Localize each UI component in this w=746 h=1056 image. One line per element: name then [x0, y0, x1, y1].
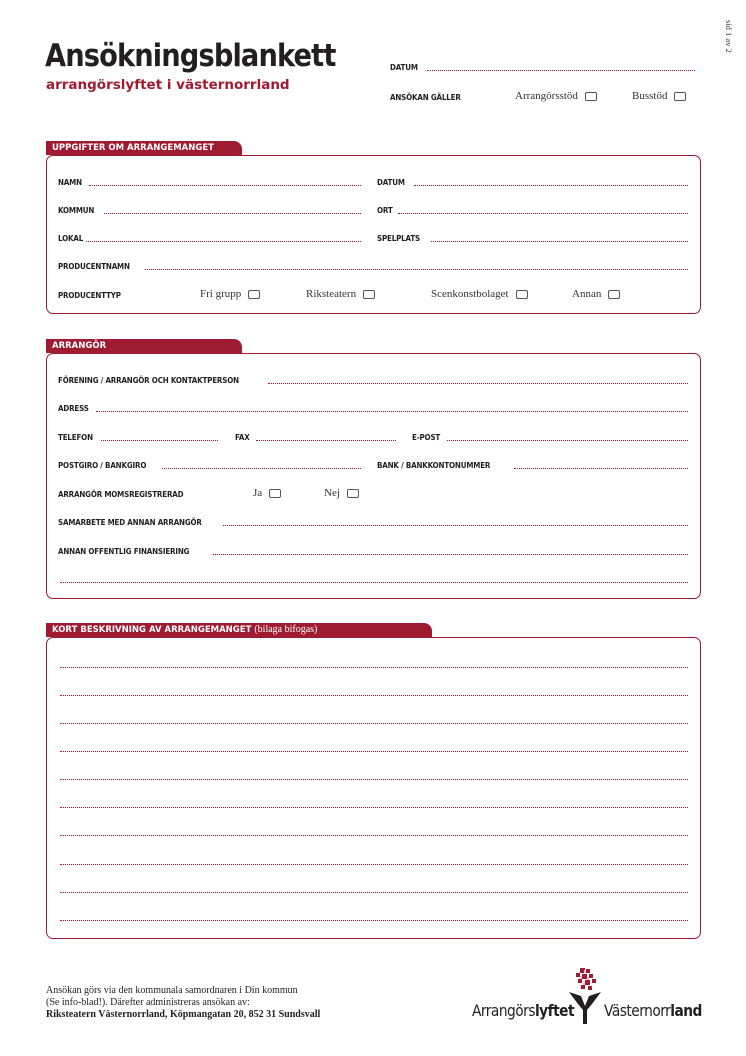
- applies-option-label: Busstöd: [632, 90, 668, 102]
- footer-text: [46, 985, 320, 1021]
- applies-option-label: Arrangörsstöd: [515, 90, 578, 102]
- logo-word-bold: land: [670, 1001, 702, 1020]
- description-line[interactable]: [60, 751, 688, 752]
- field-input-phone[interactable]: [101, 440, 218, 441]
- form-title: Ansökningsblankett: [45, 38, 336, 74]
- page-indicator: sid 1 av 2: [724, 20, 734, 53]
- producer-type-scenkonstbolaget[interactable]: [431, 288, 528, 300]
- field-input-date[interactable]: [414, 185, 688, 186]
- section-title: ARRANGÖR: [52, 341, 107, 351]
- section-description: [46, 637, 701, 939]
- applies-option-busstod[interactable]: [632, 90, 686, 102]
- description-line[interactable]: [60, 723, 688, 724]
- field-label-municipality: KOMMUN: [58, 205, 95, 215]
- checkbox[interactable]: [363, 290, 375, 299]
- form-subtitle: arrangörslyftet i västernorrland: [46, 77, 290, 93]
- field-input-cooperation[interactable]: [223, 525, 688, 526]
- description-line[interactable]: [60, 779, 688, 780]
- section-title: UPPGIFTER OM ARRANGEMANGET: [52, 143, 214, 153]
- section-note: (bilaga bifogas): [254, 624, 318, 635]
- vat-option-label: Ja: [253, 487, 263, 499]
- checkbox[interactable]: [248, 290, 260, 299]
- checkbox[interactable]: [516, 290, 528, 299]
- field-input-address[interactable]: [96, 411, 688, 412]
- producer-type-annan[interactable]: [572, 288, 620, 300]
- description-line[interactable]: [60, 920, 688, 921]
- heart-figure-icon: [565, 966, 605, 1028]
- logo-word: Arrangörs: [472, 1001, 535, 1020]
- field-label-fax: FAX: [235, 432, 250, 442]
- section-organizer: [46, 353, 701, 599]
- field-label-venue: LOKAL: [58, 233, 84, 243]
- producer-type-label: Scenkonstbolaget: [431, 288, 509, 300]
- field-input-funding-extra[interactable]: [60, 582, 688, 583]
- vat-option-yes[interactable]: [253, 487, 281, 499]
- checkbox[interactable]: [269, 489, 281, 498]
- producer-type-fri-grupp[interactable]: [200, 288, 260, 300]
- field-label-address: ADRESS: [58, 403, 89, 413]
- field-input-email[interactable]: [447, 440, 688, 441]
- field-input-fax[interactable]: [256, 440, 396, 441]
- field-input-funding[interactable]: [213, 554, 688, 555]
- checkbox[interactable]: [674, 92, 686, 101]
- description-line[interactable]: [60, 864, 688, 865]
- field-input-producer-name[interactable]: [145, 269, 688, 270]
- producer-type-label: Riksteatern: [306, 288, 357, 300]
- checkbox[interactable]: [585, 92, 597, 101]
- field-label-vat: ARRANGÖR MOMSREGISTRERAD: [58, 489, 184, 499]
- field-label-email: E-POST: [412, 432, 441, 442]
- header-date-label: DATUM: [390, 62, 418, 72]
- footer-line: (Se info-blad!). Därefter administreras ansökan av:: [46, 997, 250, 1008]
- logo-word: Västernorr: [604, 1001, 671, 1020]
- section-tab-organizer: [46, 339, 242, 353]
- field-label-cooperation: SAMARBETE MED ANNAN ARRANGÖR: [58, 517, 202, 527]
- logo-word-bold: lyftet: [534, 1001, 575, 1020]
- section-title-wrapper: [46, 623, 432, 637]
- footer-address: Riksteatern Västernorrland, Köpmangatan 20, 852 31 Sundsvall: [46, 1009, 321, 1020]
- applies-label: ANSÖKAN GÄLLER: [390, 92, 461, 102]
- field-label-funding: ANNAN OFFENTLIG FINANSIERING: [58, 546, 190, 556]
- section-tab-event-details: [46, 141, 242, 155]
- description-line[interactable]: [60, 667, 688, 668]
- checkbox[interactable]: [608, 290, 620, 299]
- producer-type-riksteatern[interactable]: [306, 288, 375, 300]
- field-input-venue[interactable]: [86, 241, 361, 242]
- field-label-producer-type: PRODUCENTTYP: [58, 290, 121, 300]
- field-label-date: DATUM: [377, 177, 405, 187]
- field-input-stage[interactable]: [431, 241, 688, 242]
- field-input-municipality[interactable]: [104, 213, 361, 214]
- field-input-name[interactable]: [89, 185, 361, 186]
- logo-right-text: [604, 1001, 702, 1020]
- checkbox[interactable]: [347, 489, 359, 498]
- vat-option-label: Nej: [324, 487, 340, 499]
- field-label-phone: TELEFON: [58, 432, 93, 442]
- description-line[interactable]: [60, 695, 688, 696]
- logo-left-text: [472, 1001, 574, 1020]
- description-line[interactable]: [60, 835, 688, 836]
- footer-line: Ansökan görs via den kommunala samordnaren i Din kommun: [46, 985, 298, 996]
- description-line[interactable]: [60, 892, 688, 893]
- field-label-association: FÖRENING / ARRANGÖR OCH KONTAKTPERSON: [58, 375, 239, 385]
- field-label-name: NAMN: [58, 177, 82, 187]
- header-date-field[interactable]: [427, 70, 695, 71]
- field-input-postgiro[interactable]: [162, 468, 361, 469]
- field-input-bank[interactable]: [514, 468, 688, 469]
- field-label-bank: BANK / BANKKONTONUMMER: [377, 460, 491, 470]
- producer-type-label: Annan: [572, 288, 602, 300]
- producer-type-label: Fri grupp: [200, 288, 242, 300]
- section-title: KORT BESKRIVNING AV ARRANGEMANGET: [52, 625, 252, 635]
- applies-option-arrangorsstod[interactable]: [515, 90, 597, 102]
- field-label-producer-name: PRODUCENTNAMN: [58, 261, 130, 271]
- field-input-association[interactable]: [268, 383, 688, 384]
- field-label-place: ORT: [377, 205, 393, 215]
- field-label-postgiro: POSTGIRO / BANKGIRO: [58, 460, 147, 470]
- vat-option-no[interactable]: [324, 487, 359, 499]
- field-input-place[interactable]: [398, 213, 688, 214]
- section-tab-description: [46, 623, 432, 637]
- description-line[interactable]: [60, 807, 688, 808]
- field-label-stage: SPELPLATS: [377, 233, 420, 243]
